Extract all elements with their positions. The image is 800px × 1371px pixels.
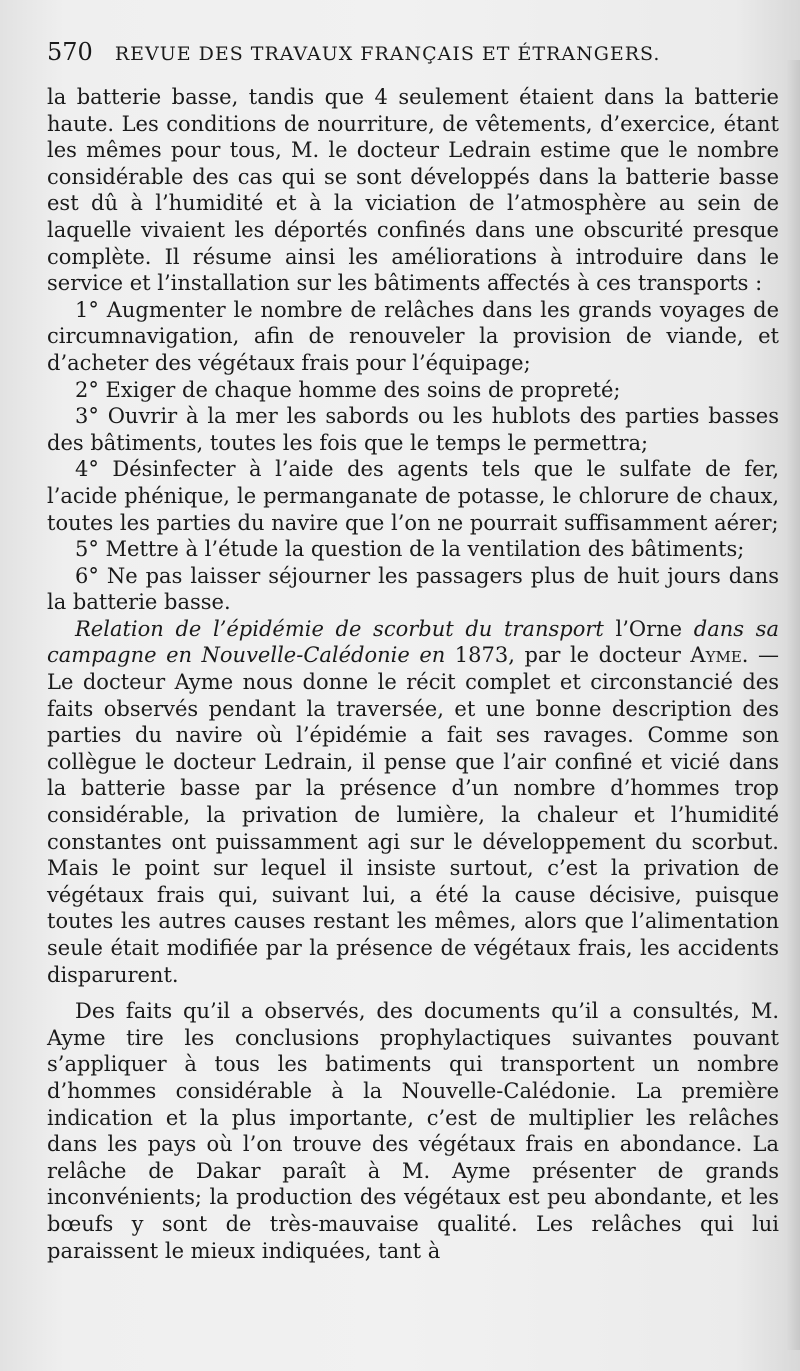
relation-title-part2: dans sa campagne en Nouvelle-Calédonie en xyxy=(47,616,779,668)
list-item-5: 5° Mettre à l’étude la question de la ventilation des bâtiments; xyxy=(75,537,745,562)
list-item-3: 3° Ouvrir à la mer les sabords ou les hublots des parties basses des bâtiments, toutes les fois que le temps le permettra; xyxy=(47,404,779,455)
page-edge-shadow xyxy=(786,60,800,1350)
relation-author: Ayme. xyxy=(690,643,749,668)
relation-text: — Le docteur Ayme nous donne le récit complet et circonstancié des faits observés pendant la traversée, et une bonne description des parties du navire où l’épidémie a fait ses ravages. Comme son collègue le docteur Ledrain, il pense que l’air confiné et vicié dans la batterie basse par la présence d’un nombre d’hommes trop considérable, la privation de lumière, la chaleur et l’humidité constantes ont puissamment agi sur le développement du scorbut. Mais le point sur lequel il insiste surtout, c’est la privation de végétaux frais qui, suivant lui, a été la cause décisive, puisque toutes les autres causes restant les mêmes, alors que l’alimentation seule était modifiée par la présence de végétaux frais, les accidents disparurent. xyxy=(47,643,779,987)
list-item-6: 6° Ne pas laisser séjourner les passagers plus de huit jours dans la batterie basse. xyxy=(47,563,779,615)
relation-title-part1: Relation de l’épidémie de scorbut du transport xyxy=(75,616,604,641)
list-item-2: 2° Exiger de chaque homme des soins de propreté; xyxy=(75,377,621,402)
ship-name: l’Orne xyxy=(615,616,683,641)
page-body xyxy=(47,84,779,1264)
paragraph-batterie: la batterie basse, tandis que 4 seulement étaient dans la batterie haute. Les conditions de nourriture, de vêtements, d’exercice, étant les mêmes pour tous, M. le docteur Ledrain estime que le nombre considérable des cas qui se sont développés dans la batterie basse est dû à l’humidité et à la viciation de l’atmosphère au sein de laquelle vivaient les déportés confinés dans une obscurité presque complète. Il résume ainsi les améliorations à introduire dans le service et l’installation sur les bâtiments affectés à ces transports : xyxy=(47,85,779,296)
relation-by: par le docteur xyxy=(524,643,681,668)
page-header xyxy=(47,38,767,78)
relation-year: 1873, xyxy=(454,643,515,668)
paragraph-relation xyxy=(47,616,779,988)
running-title: REVUE DES TRAVAUX FRANÇAIS ET ÉTRANGERS. xyxy=(114,43,661,65)
page-number: 570 xyxy=(47,38,93,66)
list-item-4: 4° Désinfecter à l’aide des agents tels que le sulfate de fer, l’acide phénique, le permanganate de potasse, le chlorure de chaux, toutes les parties du navire que l’on ne pourrait suffisamment aérer; xyxy=(47,457,779,535)
paragraph-conclusions: Des faits qu’il a observés, des documents qu’il a consultés, M. Ayme tire les conclusions prophylactiques suivantes pouvant s’appliquer à tous les batiments qui transportent un nombre d’hommes considérable à la Nouvelle-Calédonie. La première indication et la plus importante, c’est de multiplier les relâches dans les pays où l’on trouve des végétaux frais en abondance. La relâche de Dakar paraît à M. Ayme présenter de grands inconvénients; la production des végétaux est peu abondante, et les bœufs y sont de très-mauvaise qualité. Les relâches qui lui paraissent le mieux indiquées, tant à xyxy=(47,999,779,1263)
list-item-1: 1° Augmenter le nombre de relâches dans les grands voyages de circumnavigation, afin de renouveler la provision de viande, et d’acheter des végétaux frais pour l’équipage; xyxy=(47,297,779,375)
